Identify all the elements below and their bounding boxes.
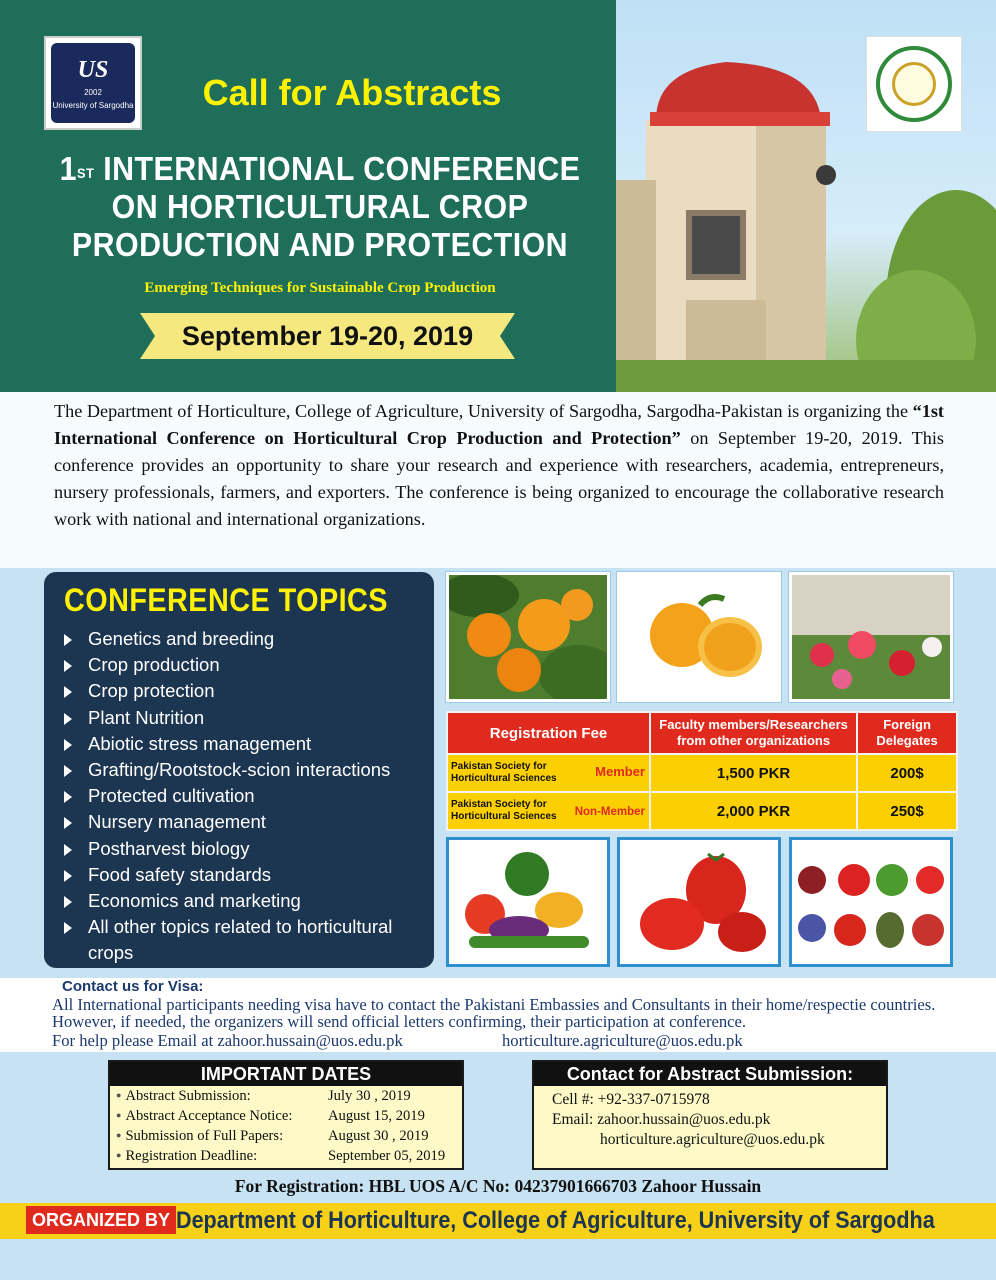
- uos-logo-letters: US: [77, 56, 109, 83]
- topic-item: Plant Nutrition: [62, 705, 422, 731]
- header-faculty-members: Faculty members/Researchers from other organizations: [650, 712, 857, 754]
- header-registration-fee: Registration Fee: [447, 712, 650, 754]
- title-line-2: ON HORTICULTURAL CROP: [111, 188, 529, 225]
- uos-logo-year: 2002: [84, 87, 102, 97]
- intro-text-2: on September 19-20, 2019. This conference provides an opportunity to share your research and experience with researchers, academia, entrepreneurs, nursery professionals, farmers, and exporters. The conference is being organized to encourage the collaborative research work with national and international organizations.: [54, 428, 944, 529]
- conference-subtitle: Emerging Techniques for Sustainable Crop Production: [144, 280, 496, 296]
- contact-email-2[interactable]: horticulture.agriculture@uos.edu.pk: [600, 1131, 825, 1148]
- triangle-bullet-icon: [64, 634, 72, 646]
- abstract-contact-box: [532, 1060, 888, 1170]
- visa-heading: Contact us for Visa:: [62, 978, 204, 995]
- abstract-contact-title: Contact for Abstract Submission:: [534, 1062, 886, 1086]
- membership-type: Member: [595, 764, 645, 779]
- header: [0, 0, 996, 392]
- topic-item: Crop production: [62, 652, 422, 678]
- registration-table-header: [447, 712, 957, 754]
- triangle-bullet-icon: [64, 660, 72, 672]
- triangle-bullet-icon: [64, 896, 72, 908]
- triangle-bullet-icon: [64, 922, 72, 934]
- organizer-name: Department of Horticulture, College of Agriculture, University of Sargodha: [176, 1207, 935, 1234]
- table-row: [447, 792, 957, 830]
- uos-logo-caption: University of Sargodha: [52, 100, 134, 110]
- college-of-agriculture-logo: [866, 36, 962, 132]
- foreign-fee: 250$: [857, 792, 957, 830]
- local-fee: 1,500 PKR: [650, 754, 857, 792]
- triangle-bullet-icon: [64, 765, 72, 777]
- title-ordinal-suffix: ST: [76, 165, 95, 181]
- date-row: [110, 1126, 462, 1146]
- photo-flowers: [789, 572, 953, 702]
- triangle-bullet-icon: [64, 739, 72, 751]
- conference-title: [53, 150, 587, 264]
- visa-secondary-email[interactable]: horticulture.agriculture@uos.edu.pk: [502, 1031, 743, 1050]
- topic-item: Economics and marketing: [62, 888, 422, 914]
- registration-fee-table: [446, 711, 958, 831]
- visa-help-email[interactable]: For help please Email at zahoor.hussain@uos.edu.pk: [52, 1031, 403, 1050]
- topics-list: [62, 626, 422, 967]
- table-row: [447, 754, 957, 792]
- photo-vegetables: [446, 837, 610, 967]
- registration-category-member: [447, 754, 650, 792]
- intro-text-1: The Department of Horticulture, College of Agriculture, University of Sargodha, Sargodha-Pakistan is organizing the: [54, 401, 913, 421]
- membership-type: Non-Member: [574, 806, 645, 818]
- date-label: ● Abstract Submission:: [116, 1088, 251, 1105]
- date-label: ● Abstract Acceptance Notice:: [116, 1108, 292, 1125]
- date-row: [110, 1086, 462, 1106]
- topic-item: Grafting/Rootstock-scion interactions: [62, 757, 422, 783]
- topic-item: Nursery management: [62, 809, 422, 835]
- date-row: [110, 1106, 462, 1126]
- header-foreign-delegates: Foreign Delegates: [857, 712, 957, 754]
- date-value: July 30 , 2019: [328, 1088, 411, 1104]
- triangle-bullet-icon: [64, 791, 72, 803]
- topic-item: Genetics and breeding: [62, 626, 422, 652]
- date-row: [110, 1146, 462, 1166]
- topic-item: Crop protection: [62, 678, 422, 704]
- date-label: ● Submission of Full Papers:: [116, 1128, 283, 1145]
- title-line-1: INTERNATIONAL CONFERENCE: [94, 150, 581, 187]
- photo-fruits-assortment: [789, 837, 953, 967]
- date-value: August 30 , 2019: [328, 1128, 429, 1144]
- title-ordinal: 1: [59, 150, 77, 187]
- title-line-3: PRODUCTION AND PROTECTION: [71, 226, 569, 263]
- local-fee: 2,000 PKR: [650, 792, 857, 830]
- call-for-abstracts-heading: Call for Abstracts: [202, 72, 502, 113]
- topics-title: CONFERENCE TOPICS: [64, 582, 388, 618]
- intro-paragraph: [54, 398, 944, 533]
- date-value: August 15, 2019: [328, 1108, 425, 1124]
- important-dates-title: IMPORTANT DATES: [110, 1062, 462, 1086]
- photo-oranges-tree: [446, 572, 610, 702]
- triangle-bullet-icon: [64, 686, 72, 698]
- topic-item: Food safety standards: [62, 862, 422, 888]
- topic-item: Protected cultivation: [62, 783, 422, 809]
- topic-item: Abiotic stress management: [62, 731, 422, 757]
- university-of-sargodha-logo: [44, 36, 142, 130]
- date-label: ● Registration Deadline:: [116, 1148, 257, 1165]
- society-name: Pakistan Society for Horticultural Sciences: [451, 761, 557, 784]
- conference-date: September 19-20, 2019: [181, 321, 474, 351]
- contact-email-1[interactable]: Email: zahoor.hussain@uos.edu.pk: [552, 1111, 771, 1128]
- photo-tomatoes: [617, 837, 781, 967]
- topic-item: Postharvest biology: [62, 836, 422, 862]
- organized-by-label: ORGANIZED BY: [26, 1206, 176, 1234]
- visa-body: All International participants needing visa have to contact the Pakistani Embassies and Consultants in their home/respectie countries. However, if needed, the organizers will send official letters confirming, their participation at conference.: [52, 995, 936, 1031]
- intro-conference-name: “1st International Conference on Horticultural Crop Production and Protection”: [54, 401, 944, 448]
- photo-orange-slices: [617, 572, 781, 702]
- triangle-bullet-icon: [64, 870, 72, 882]
- contact-cell: Cell #: +92-337-0715978: [552, 1091, 710, 1108]
- bank-account-info: For Registration: HBL UOS A/C No: 04237901666703 Zahoor Hussain: [234, 1176, 762, 1196]
- triangle-bullet-icon: [64, 844, 72, 856]
- triangle-bullet-icon: [64, 713, 72, 725]
- society-name: Pakistan Society for Horticultural Sciences: [451, 799, 557, 822]
- foreign-fee: 200$: [857, 754, 957, 792]
- triangle-bullet-icon: [64, 817, 72, 829]
- date-banner: [140, 313, 515, 359]
- topic-item: All other topics related to horticultural crops: [62, 914, 422, 966]
- date-value: September 05, 2019: [328, 1148, 446, 1164]
- conference-topics-panel: [44, 572, 434, 968]
- registration-category-non-member: [447, 792, 650, 830]
- important-dates-box: [108, 1060, 464, 1170]
